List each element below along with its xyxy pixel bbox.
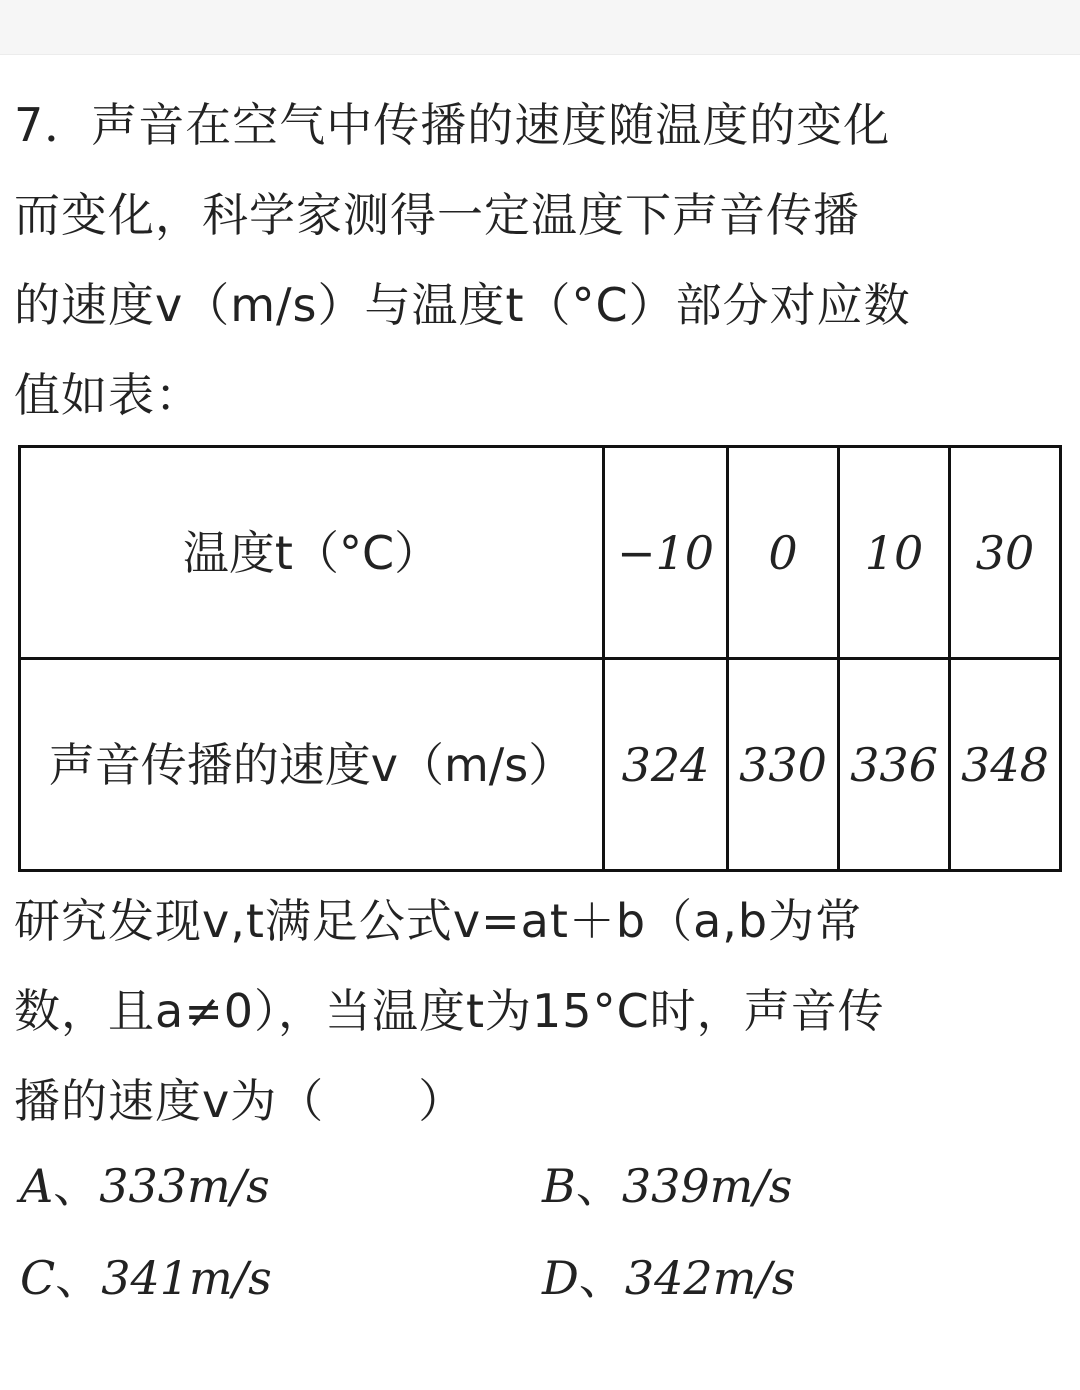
question-line-2: 而变化，科学家测得一定温度下声音传播 <box>14 188 860 242</box>
top-bar <box>0 0 1080 55</box>
option-text: 333m/s <box>99 1159 270 1213</box>
option-letter: D <box>542 1251 579 1305</box>
temperature-cell: 10 <box>839 447 950 659</box>
option-letter: B <box>542 1159 576 1213</box>
question-line-4: 值如表： <box>14 368 202 422</box>
option-a[interactable]: A、333m/s <box>20 1159 270 1213</box>
temperature-header: 温度t（°C） <box>20 447 604 659</box>
speed-cell: 330 <box>728 659 839 871</box>
question-continuation <box>14 876 1069 1146</box>
speed-header: 声音传播的速度v（m/s） <box>20 659 604 871</box>
question-line-1: 7．声音在空气中传播的速度随温度的变化 <box>14 98 891 152</box>
option-letter: C <box>20 1251 56 1305</box>
speed-cell: 348 <box>950 659 1061 871</box>
speed-cell: 336 <box>839 659 950 871</box>
continuation-line-1: 研究发现v,t满足公式v=at＋b（a,b为常 <box>14 894 863 948</box>
option-text: 339m/s <box>621 1159 793 1213</box>
question-line-3: 的速度v（m/s）与温度t（°C）部分对应数 <box>14 278 911 332</box>
option-b[interactable]: B、339m/s <box>542 1159 793 1213</box>
continuation-line-2: 数，且a≠0），当温度t为15°C时，声音传 <box>14 984 885 1038</box>
temperature-cell: −10 <box>604 447 728 659</box>
temperature-cell: 0 <box>728 447 839 659</box>
option-text: 342m/s <box>624 1251 796 1305</box>
speed-cell: 324 <box>604 659 728 871</box>
table-row-speed <box>20 659 1061 871</box>
table-row-temperature <box>20 447 1061 659</box>
option-c[interactable]: C、341m/s <box>20 1251 272 1305</box>
question-stem <box>14 80 1069 440</box>
continuation-line-3: 播的速度v为（ ） <box>14 1074 466 1128</box>
option-letter: A <box>20 1159 54 1213</box>
data-table <box>18 445 1062 872</box>
option-text: 341m/s <box>101 1251 272 1305</box>
option-d[interactable]: D、342m/s <box>542 1251 796 1305</box>
temperature-cell: 30 <box>950 447 1061 659</box>
